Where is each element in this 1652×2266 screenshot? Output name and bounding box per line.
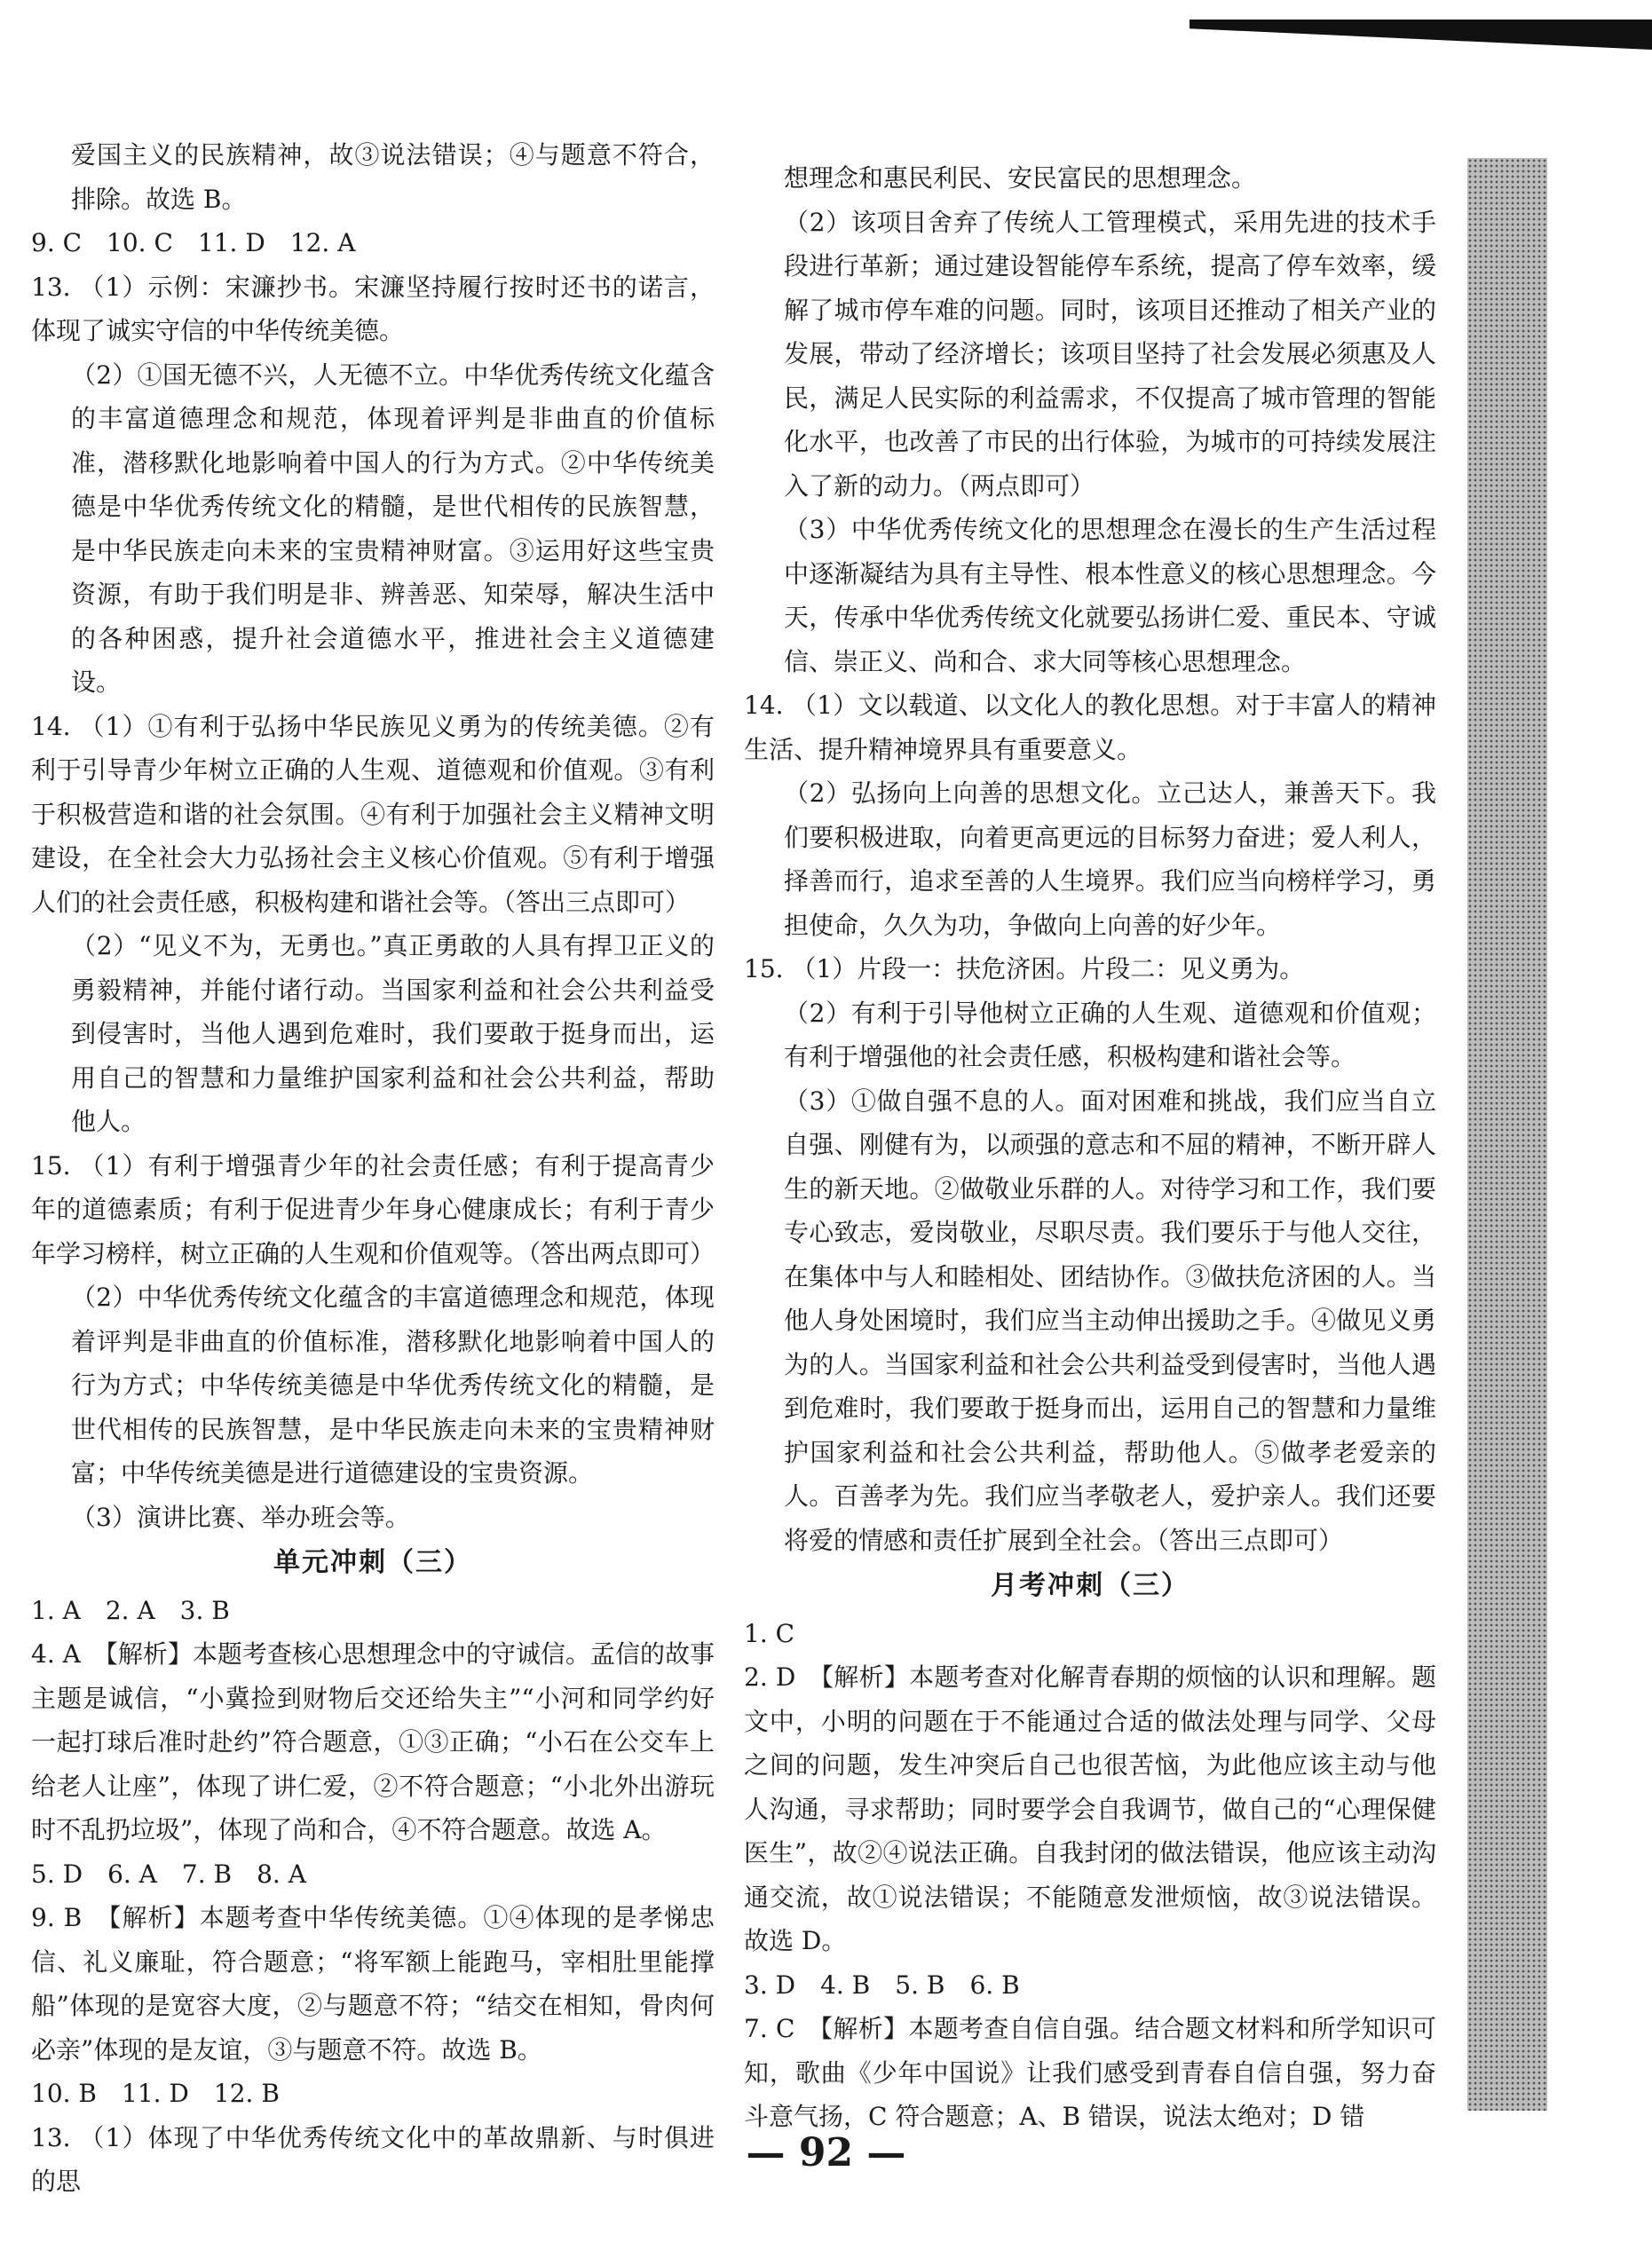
answer-subitem: （2）中华优秀传统文化蕴含的丰富道德理念和规范，体现着评判是非曲直的价值标准，潜移默化地影响着中国人的行为方式；中华传统美德是中华优秀传统文化的精髓，是世代相传的民族智慧，是中华民族走向未来的宝贵精神财富；中华传统美德是进行道德建设的宝贵资源。 [71,1283,715,1488]
answer-subitem: （2）该项目舍弃了传统人工管理模式，采用先进的技术手段进行革新；通过建设智能停车系统，提高了停车效率，缓解了城市停车难的问题。同时，该项目还推动了相关产业的发展，带动了经济增长；该项目坚持了社会发展必须惠及人民，满足人民实际的利益需求，不仅提高了城市管理的智能化水平，也改善了市民的出行体验，为城市的可持续发展注入了新的动力。（两点即可） [784,207,1436,501]
answer-subitem: 想理念和惠民利民、安民富民的思想理念。 [784,163,1257,193]
page-number-value: 92 [798,2130,854,2175]
answer-item: 14. （1）文以载道、以文化人的教化思想。对于丰富人的精神生活、提升精神境界具有重要意义。 [744,691,1436,764]
answer-item: 4. A 【解析】本题考查核心思想理念中的守诚信。孟信的故事主题是诚信，“小冀捡到财物后交还给失主”“小河和同学约好一起打球后准时赴约”符合题意，①③正确；“小石在公交车上给老人让座”，体现了讲仁爱，②不符合题意；“小北外出游玩时不乱扔垃圾”，体现了尚和合，④不符合题意。故选 A。 [31,1639,715,1844]
answer-item: 1. C [744,1618,795,1648]
answer-item: 3. D 4. B 5. B 6. B [744,1970,1020,2000]
answer-item: 13. （1）示例：宋濂抄书。宋濂坚持履行按时还书的诺言，体现了诚实守信的中华传统美德。 [31,272,715,345]
answer-item: 9. B 【解析】本题考查中华传统美德。①④体现的是孝悌忠信、礼义廉耻，符合题意；“将军额上能跑马，宰相肚里能撑船”体现的是宽容大度，②与题意不符；“结交在相知，骨肉何必亲”体现的是友谊，③与题意不符。故选 B。 [31,1903,715,2065]
right-column [744,156,1436,2139]
answer-subitem: （2）①国无德不兴，人无德不立。中华优秀传统文化蕴含的丰富道德理念和规范，体现着评判是非曲直的价值标准，潜移默化地影响着中国人的行为方式。②中华传统美德是中华优秀传统文化的精髓，是世代相传的民族智慧，是中华民族走向未来的宝贵精神财富。③运用好这些宝贵资源，有助于我们明是非、辨善恶、知荣辱，解决生活中的各种困惑，提升社会道德水平，推进社会主义道德建设。 [71,359,715,697]
answer-item: 10. B 11. D 12. B [31,2079,280,2108]
answer-subitem: （3）①做自强不息的人。面对困难和挑战，我们应当自立自强、刚健有为，以顽强的意志和不屈的精神，不断开辟人生的新天地。②做敬业乐群的人。对待学习和工作，我们要专心致志，爱岗敬业，尽职尽责。我们要乐于与他人交往，在集体中与人和睦相处、团结协作。③做扶危济困的人。当他人身处困境时，我们应当主动伸出援助之手。④做见义勇为的人。当国家利益和社会公共利益受到侵害时，当他人遇到危难时，我们要敢于挺身而出，运用自己的智慧和力量维护国家利益和社会公共利益，帮助他人。⑤做孝老爱亲的人。百善孝为先。我们应当孝敬老人，爱护亲人。我们还要将爱的情感和责任扩展到全社会。（答出三点即可） [784,1086,1436,1555]
answer-item: 1. A 2. A 3. B [31,1595,230,1625]
answer-item: 15. （1）片段一：扶危济困。片段二：见义勇为。 [744,954,1305,983]
answer-item: 2. D 【解析】本题考查对化解青春期的烦恼的认识和理解。题文中，小明的问题在于不能通过合适的做法处理与同学、父母之间的问题，发生冲突后自己也很苦恼，为此他应该主动与他人沟通，寻求帮助；同时要学会自我调节，做自己的“心理保健医生”，故②④说法正确。自我封闭的做法错误，他应该主动沟通交流，故①说法错误；不能随意发泄烦恼，故③说法错误。故选 D。 [744,1662,1436,1955]
left-column [31,133,715,2204]
page-number: — 92 — [746,2130,906,2175]
answer-subitem: 爱国主义的民族精神，故③说法错误；④与题意不符合，排除。故选 B。 [71,140,715,214]
answer-item: 15. （1）有利于增强青少年的社会责任感；有利于提高青少年的道德素质；有利于促进青少年身心健康成长；有利于青少年学习榜样，树立正确的人生观和价值观等。（答出两点即可） [31,1150,715,1268]
section-title: 单元冲刺（三） [273,1547,472,1578]
answer-item: 5. D 6. A 7. B 8. A [31,1859,306,1889]
answer-subitem: （2）弘扬向上向善的思想文化。立己达人，兼善天下。我们要积极进取，向着更高更远的目标努力奋进；爱人利人，择善而行，追求至善的人生境界。我们应当向榜样学习，勇担使命，久久为功，争做向上向善的好少年。 [784,778,1436,940]
answer-item: 14. （1）①有利于弘扬中华民族见义勇为的传统美德。②有利于引导青少年树立正确的人生观、道德观和价值观。③有利于积极营造和谐的社会氛围。④有利于加强社会主义精神文明建设，在全社会大力弘扬社会主义核心价值观。⑤有利于增强人们的社会责任感，积极构建和谐社会等。（答出三点即可） [31,711,715,917]
answer-item: 13. （1）体现了中华优秀传统文化中的革故鼎新、与时俱进的思 [31,2122,715,2196]
top-decor-bar [1190,20,1652,50]
answer-subitem: （3）演讲比赛、举办班会等。 [71,1502,410,1532]
answer-subitem: （2）有利于引导他树立正确的人生观、道德观和价值观；有利于增强他的社会责任感，积极构建和谐社会等。 [784,998,1436,1071]
section-title: 月考冲刺（三） [991,1570,1190,1601]
answer-subitem: （2）“见义不为，无勇也。”真正勇敢的人具有捍卫正义的勇毅精神，并能付诸行动。当国家利益和社会公共利益受到侵害时，当他人遇到危难时，我们要敢于挺身而出，运用自己的智慧和力量维护国家利益和社会公共利益，帮助他人。 [71,931,715,1136]
side-pattern-strip [1467,158,1547,2111]
answer-item: 7. C 【解析】本题考查自信自强。结合题文材料和所学知识可知，歌曲《少年中国说》让我们感受到青春自信自强，努力奋斗意气扬，C 符合题意；A、B 错误，说法太绝对；D 错 [744,2014,1436,2131]
answer-subitem: （3）中华优秀传统文化的思想理念在漫长的生产生活过程中逐渐凝结为具有主导性、根本性意义的核心思想理念。今天，传承中华优秀传统文化就要弘扬讲仁爱、重民本、守诚信、崇正义、尚和合、求大同等核心思想理念。 [784,515,1436,676]
answer-item: 9. C 10. C 11. D 12. A [31,228,356,257]
